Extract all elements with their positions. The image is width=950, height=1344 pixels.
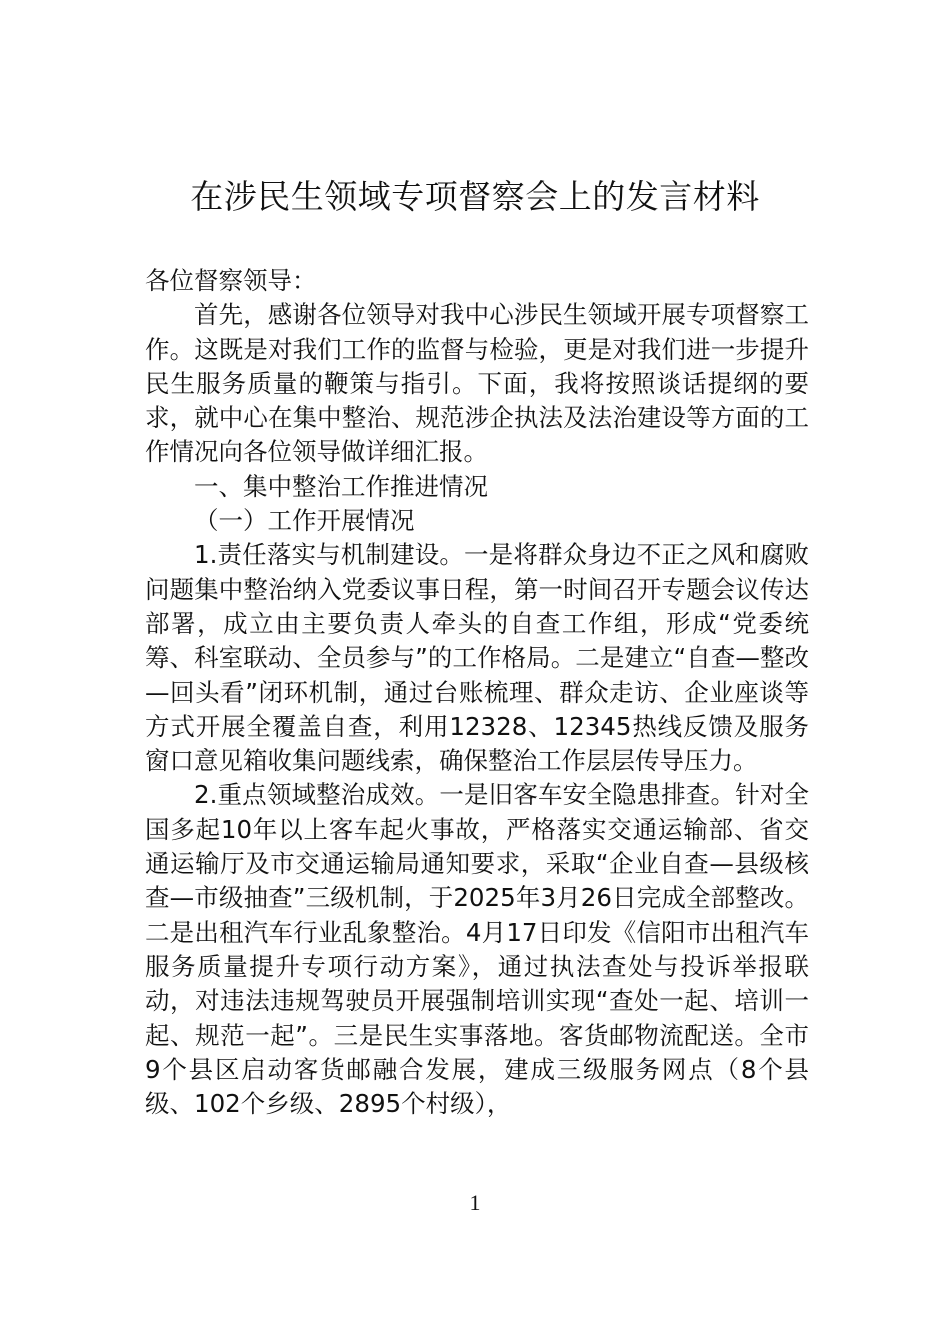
body-paragraph: 1.责任落实与机制建设。一是将群众身边不正之风和腐败问题集中整治纳入党委议事日程，第一时间召开专题会议传达部署，成立由主要负责人牵头的自查工作组，形成“党委统筹、科室联动、全员参与”的工作格局。二是建立“自查—整改—回头看”闭环机制，通过台账梳理、群众走访、企业座谈等方式开展全覆盖自查，利用12328、12345热线反馈及服务窗口意见箱收集问题线索，确保整治工作层层传导压力。 (145, 540, 809, 776)
page-number: 1 (469, 1190, 481, 1215)
subsection-heading: （一）工作开展情况 (194, 506, 415, 536)
body-paragraph: 2.重点领域整治成效。一是旧客车安全隐患排查。针对全国多起10年以上客车起火事故，严格落实交通运输部、省交通运输厅及市交通运输局通知要求，采取“企业自查—县级核查—市级抽查”三级机制，于2025年3月26日完成全部整改。二是出租汽车行业乱象整治。4月17日印发《信阳市出租汽车服务质量提升专项行动方案》，通过执法查处与投诉举报联动，对违法违规驾驶员开展强制培训实现“查处一起、培训一起、规范一起”。三是民生实事落地。客货邮物流配送。全市9个县区启动客货邮融合发展，建成三级服务网点（8个县级、102个乡级、2895个村级）， (145, 780, 809, 1119)
section-heading: 一、集中整治工作推进情况 (194, 471, 488, 501)
document-title: 在涉民生领域专项督察会上的发言材料 (190, 177, 760, 216)
intro-paragraph: 首先，感谢各位领导对我中心涉民生领域开展专项督察工作。这既是对我们工作的监督与检验，更是对我们进一步提升民生服务质量的鞭策与指引。下面，我将按照谈话提纲的要求，就中心在集中整治、规范涉企执法及法治建设等方面的工作情况向各位领导做详细汇报。 (145, 300, 809, 467)
document-body (145, 264, 809, 1121)
salutation: 各位督察领导： (145, 266, 317, 295)
